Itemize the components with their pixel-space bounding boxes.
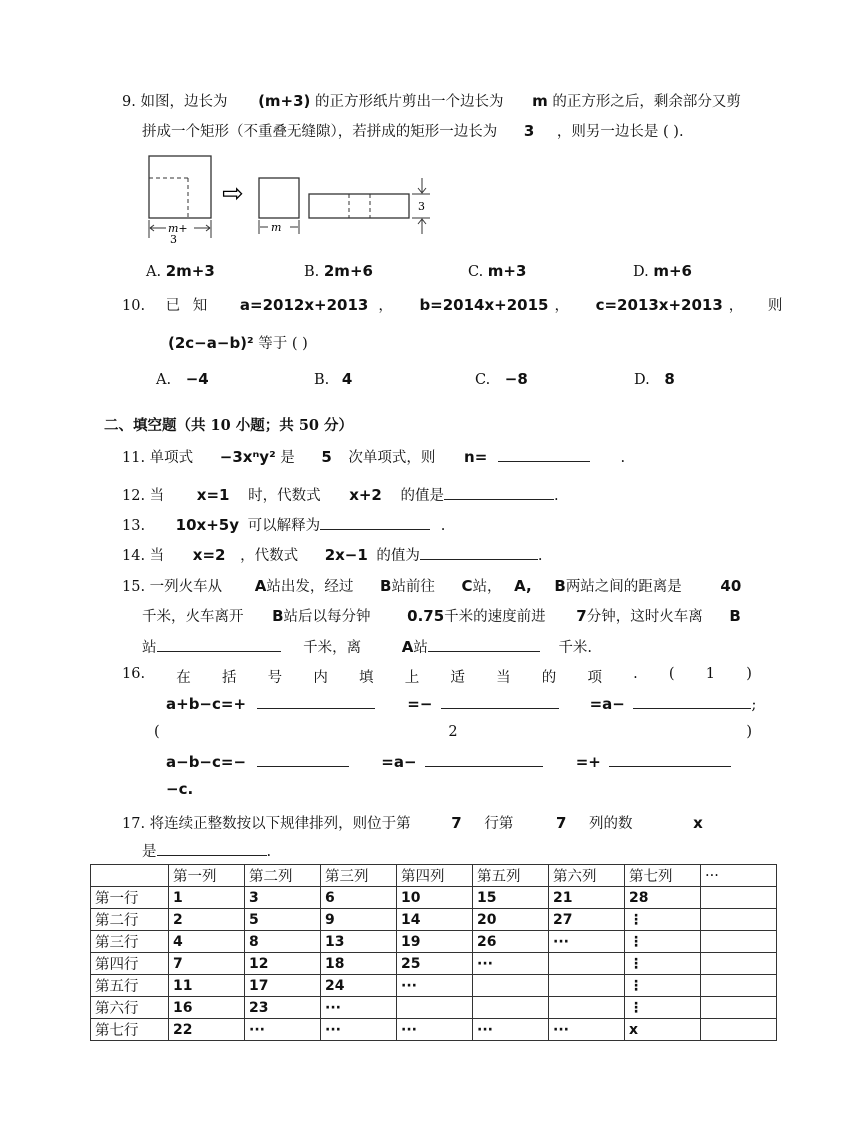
q12-answer-blank[interactable]	[444, 485, 554, 500]
table-cell	[701, 909, 777, 931]
table-cell: ···	[473, 1019, 549, 1041]
table-cell: 25	[397, 953, 473, 975]
table-row	[91, 997, 777, 1019]
table-cell: ···	[245, 1019, 321, 1041]
table-cell	[549, 997, 625, 1019]
table-cell: 第三列	[321, 865, 397, 887]
q16-row3: a−b−c=− =a− =+	[166, 752, 731, 771]
table-cell: 第六列	[549, 865, 625, 887]
q16-part2: ( 2 )	[154, 724, 752, 740]
table-row	[91, 887, 777, 909]
table-cell: ···	[321, 1019, 397, 1041]
table-cell	[473, 997, 549, 1019]
q15-answer-blank-1[interactable]	[157, 637, 281, 652]
table-cell: 23	[245, 997, 321, 1019]
q15-answer-blank-2[interactable]	[428, 637, 540, 652]
table-cell: ⋮	[625, 931, 701, 953]
rect-label: 3	[418, 200, 425, 213]
table-cell: 26	[473, 931, 549, 953]
q16-blank-2[interactable]	[441, 694, 559, 709]
q16-blank-1[interactable]	[257, 694, 375, 709]
q9-line2: 拼成一个矩形（不重叠无缝隙），若拼成的矩形一边长为 3 ，则另一边长是 ( ).	[142, 122, 684, 140]
q13-answer-blank[interactable]	[320, 515, 430, 530]
q17-answer-blank[interactable]	[157, 841, 267, 856]
q9-option-b[interactable]: B. 2m+6	[304, 262, 373, 280]
rect-shape	[309, 194, 409, 218]
table-cell: 第五行	[91, 975, 169, 997]
table-cell	[701, 931, 777, 953]
table-cell: 5	[245, 909, 321, 931]
q11: 11. 单项式 −3xⁿy² 是 5 次单项式，则 n= .	[122, 448, 626, 466]
table-row	[91, 975, 777, 997]
table-cell: ···	[549, 1019, 625, 1041]
q17-line2: 是 .	[142, 840, 271, 861]
table-cell	[701, 953, 777, 975]
q9-line1: 9. 如图，边长为 (m+3) 的正方形纸片剪出一个边长为 m 的正方形之后，剩余部分又剪	[122, 92, 741, 110]
small-label: m	[271, 221, 282, 234]
q13: 13. 10x+5y 可以解释为 .	[122, 516, 446, 534]
table-cell: 27	[549, 909, 625, 931]
q9-option-c[interactable]: C. m+3	[468, 262, 527, 280]
table-cell: 19	[397, 931, 473, 953]
q9-figure	[140, 148, 440, 248]
table-cell: 第四行	[91, 953, 169, 975]
table-cell: 11	[169, 975, 245, 997]
table-cell: 第七列	[625, 865, 701, 887]
table-cell: ⋮	[625, 909, 701, 931]
q16-intro: 16. 在 括 号 内 填 上 适 当 的 项 . ( 1 )	[122, 666, 752, 686]
table-cell: ···	[701, 865, 777, 887]
table-cell: 16	[169, 997, 245, 1019]
table-row	[91, 931, 777, 953]
table-cell: 第五列	[473, 865, 549, 887]
table-header-row	[91, 865, 777, 887]
q10-option-d[interactable]: D. 8	[634, 370, 675, 388]
q9-m: m	[532, 92, 548, 110]
table-cell: 第七行	[91, 1019, 169, 1041]
table-cell: 第六行	[91, 997, 169, 1019]
table-cell: ⋮	[625, 953, 701, 975]
table-cell: 12	[245, 953, 321, 975]
q10-line1: 10. 已 知 a=2012x+2013 ， b=2014x+2015 ， c=2013x+2013 ， 则	[122, 296, 783, 314]
q9-side-expr: (m+3)	[258, 92, 311, 110]
q17-line1: 17. 将连续正整数按以下规律排列，则位于第 7 行第 7 列的数 x	[122, 814, 703, 832]
q9-option-d[interactable]: D. m+6	[633, 262, 692, 280]
table-cell: 1	[169, 887, 245, 909]
table-cell: 6	[321, 887, 397, 909]
big-label-1: m+	[168, 222, 188, 235]
table-cell	[549, 975, 625, 997]
table-cell: 24	[321, 975, 397, 997]
table-cell: 第四列	[397, 865, 473, 887]
q14-answer-blank[interactable]	[420, 545, 538, 560]
table-cell: 21	[549, 887, 625, 909]
table-cell: ···	[397, 1019, 473, 1041]
table-cell: ···	[397, 975, 473, 997]
q15-line3: 站 千米，离 A站 千米.	[142, 638, 593, 656]
q9-option-a[interactable]: A. 2m+3	[146, 262, 215, 280]
table-cell: 4	[169, 931, 245, 953]
table-row	[91, 1019, 777, 1041]
q10-option-c[interactable]: C. −8	[475, 370, 528, 388]
table-cell: ···	[473, 953, 549, 975]
table-cell: 20	[473, 909, 549, 931]
table-cell: x	[625, 1019, 701, 1041]
q10-option-b[interactable]: B. 4	[314, 370, 353, 388]
table-cell	[701, 997, 777, 1019]
table-cell: ⋮	[625, 997, 701, 1019]
q15-line2: 千米，火车离开 B站后以每分钟 0.75千米的速度前进 7分钟，这时火车离 B	[142, 607, 741, 625]
table-cell	[701, 887, 777, 909]
table-cell: 18	[321, 953, 397, 975]
number-table	[90, 864, 777, 1041]
table-cell: 7	[169, 953, 245, 975]
table-cell: 3	[245, 887, 321, 909]
table-cell	[397, 997, 473, 1019]
q16-row1: a+b−c=+ =− =a− ;	[166, 695, 757, 713]
big-square	[149, 156, 211, 218]
table-cell	[473, 975, 549, 997]
q12: 12. 当 x=1 时，代数式 x+2 的值是 .	[122, 486, 559, 504]
big-label-2: 3	[170, 233, 177, 246]
q10-line2: (2c−a−b)² 等于 ( )	[168, 334, 308, 352]
table-cell: 28	[625, 887, 701, 909]
table-cell	[549, 953, 625, 975]
table-cell: 10	[397, 887, 473, 909]
table-cell: 17	[245, 975, 321, 997]
table-cell: ···	[321, 997, 397, 1019]
table-cell: 第三行	[91, 931, 169, 953]
q16-blank-3[interactable]	[633, 694, 751, 709]
q15-line1: 15. 一列火车从 A站出发，经过 B站前往 C站， A, B两站之间的距离是 40	[122, 577, 742, 595]
table-cell	[91, 865, 169, 887]
q14: 14. 当 x=2 ，代数式 2x−1 的值为 .	[122, 546, 543, 564]
table-cell: 9	[321, 909, 397, 931]
table-cell: 15	[473, 887, 549, 909]
table-cell: 8	[245, 931, 321, 953]
table-cell: 第二行	[91, 909, 169, 931]
small-square	[259, 178, 299, 218]
table-cell: 2	[169, 909, 245, 931]
q16-blank-4[interactable]	[257, 752, 349, 767]
table-cell: 13	[321, 931, 397, 953]
section-title: 二、填空题（共 10 小题；共 50 分）	[104, 417, 354, 434]
q16-blank-5[interactable]	[425, 752, 543, 767]
table-row	[91, 953, 777, 975]
arrow-icon: ⇨	[222, 179, 244, 209]
table-cell: 22	[169, 1019, 245, 1041]
table-cell: 第二列	[245, 865, 321, 887]
table-cell: ⋮	[625, 975, 701, 997]
q10-option-a[interactable]: A. −4	[156, 370, 209, 388]
q16-blank-6[interactable]	[609, 752, 731, 767]
table-row	[91, 909, 777, 931]
table-cell: 14	[397, 909, 473, 931]
table-cell: 第一行	[91, 887, 169, 909]
table-cell: 第一列	[169, 865, 245, 887]
q11-answer-blank[interactable]	[498, 447, 590, 462]
q16-row4: −c.	[166, 780, 194, 798]
table-cell	[701, 1019, 777, 1041]
table-cell: ···	[549, 931, 625, 953]
table-cell	[701, 975, 777, 997]
